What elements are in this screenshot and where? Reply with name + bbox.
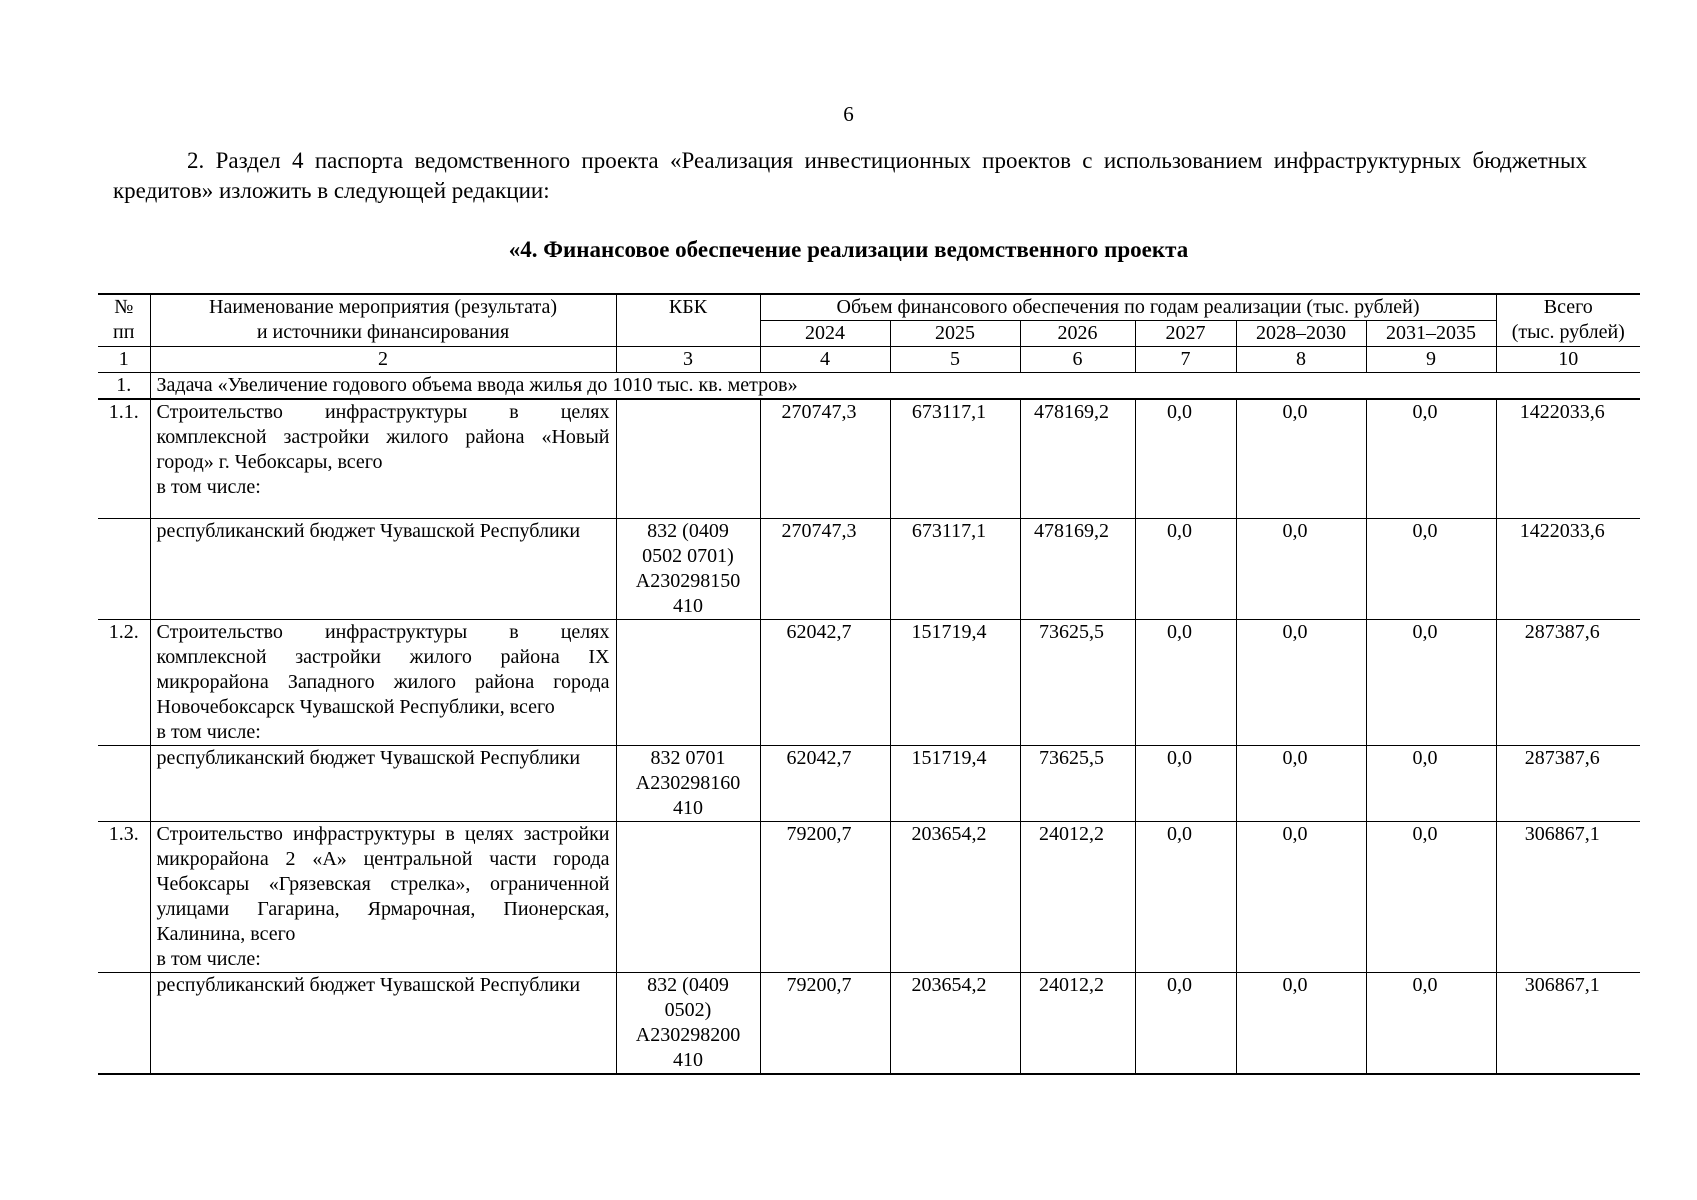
source-row [98, 972, 1640, 1074]
row-value: 0,0 [1366, 745, 1496, 821]
header-year: 2025 [890, 321, 1020, 347]
row-value: 478169,2 [1020, 399, 1135, 518]
row-num [98, 745, 150, 821]
row-value: 62042,7 [760, 619, 890, 745]
row-value: 0,0 [1236, 518, 1366, 619]
header-year: 2024 [760, 321, 890, 347]
kbk-line: 832 (0409 [647, 973, 729, 996]
row-value: 0,0 [1236, 399, 1366, 518]
row-kbk [616, 821, 760, 972]
row-num [98, 972, 150, 1074]
row-total: 1422033,6 [1496, 399, 1640, 518]
column-number: 9 [1366, 347, 1496, 373]
row-kbk [616, 518, 760, 619]
task-num: 1. [98, 373, 150, 400]
row-value: 0,0 [1135, 821, 1236, 972]
row-total: 287387,6 [1496, 745, 1640, 821]
row-value: 0,0 [1236, 821, 1366, 972]
kbk-line: А230298200 [635, 1023, 741, 1046]
column-number: 5 [890, 347, 1020, 373]
row-total: 1422033,6 [1496, 518, 1640, 619]
header-num [98, 294, 150, 347]
source-row [98, 518, 1640, 619]
kbk-line: 0502 0701) [642, 544, 734, 567]
column-number: 6 [1020, 347, 1135, 373]
row-name-cell [150, 619, 616, 745]
row-kbk [616, 399, 760, 518]
measure-row [98, 399, 1640, 518]
row-subtitle: в том числе: [156, 476, 261, 498]
row-name-cell [150, 518, 616, 619]
row-total: 287387,6 [1496, 619, 1640, 745]
row-value: 0,0 [1236, 745, 1366, 821]
row-value: 0,0 [1366, 821, 1496, 972]
row-value: 73625,5 [1020, 619, 1135, 745]
kbk-line: 410 [673, 796, 703, 819]
row-name-cell [150, 745, 616, 821]
header-volume-group: Объем финансового обеспечения по годам реализации (тыс. рублей) [760, 294, 1496, 321]
header-total-line2: (тыс. рублей) [1511, 321, 1625, 343]
row-subtitle: в том числе: [156, 947, 261, 970]
row-name: Строительство инфраструктуры в целях комплексной застройки жилого района IX микрорайона Западного жилого района города Новочебоксарск Чувашской Республики, всего [156, 620, 610, 718]
row-value: 79200,7 [760, 972, 890, 1074]
row-value: 24012,2 [1020, 972, 1135, 1074]
kbk-line: 832 0701 [650, 746, 726, 769]
header-kbk: КБК [616, 294, 760, 347]
row-name: республиканский бюджет Чувашской Республики [156, 519, 581, 542]
row-value: 0,0 [1236, 619, 1366, 745]
section-title: «4. Финансовое обеспечение реализации ведомственного проекта [508, 237, 1189, 262]
row-num [98, 518, 150, 619]
row-value: 0,0 [1135, 745, 1236, 821]
row-value: 270747,3 [760, 518, 890, 619]
column-number: 8 [1236, 347, 1366, 373]
row-value: 73625,5 [1020, 745, 1135, 821]
row-name-cell [150, 821, 616, 972]
kbk-line: 410 [673, 1048, 703, 1071]
row-value: 673117,1 [890, 399, 1020, 518]
row-value: 24012,2 [1020, 821, 1135, 972]
row-name: Строительство инфраструктуры в целях застройки микрорайона 2 «А» центральной части города Чебоксары «Грязевская стрелка», ограниченной улицами Гагарина, Ярмарочная, Пионерская, Калинина, всего [156, 822, 610, 945]
column-number: 1 [98, 347, 150, 373]
header-total-line1: Всего [1543, 296, 1593, 318]
column-number: 10 [1496, 347, 1640, 373]
kbk-line: 410 [673, 594, 703, 617]
intro-paragraph: 2. Раздел 4 паспорта ведомственного проекта «Реализация инвестиционных проектов с использованием инфраструктурных бюджетных кредитов» изложить в следующей редакции: [113, 148, 1587, 203]
header-year: 2026 [1020, 321, 1135, 347]
header-name-line2: и источники финансирования [256, 321, 510, 343]
row-name: Строительство инфраструктуры в целях комплексной застройки жилого района «Новый город» г. Чебоксары, всего [156, 401, 610, 473]
header-name-line1: Наименование мероприятия (результата) [209, 296, 557, 318]
row-value: 478169,2 [1020, 518, 1135, 619]
source-row [98, 745, 1640, 821]
row-value: 270747,3 [760, 399, 890, 518]
row-kbk [616, 972, 760, 1074]
row-value: 203654,2 [890, 972, 1020, 1074]
row-value: 673117,1 [890, 518, 1020, 619]
row-value: 151719,4 [890, 745, 1020, 821]
row-subtitle: в том числе: [156, 720, 261, 743]
row-num: 1.1. [98, 399, 150, 518]
header-year: 2028–2030 [1236, 321, 1366, 347]
header-num-line2: пп [113, 321, 135, 343]
kbk-line: А230298150 [635, 569, 741, 592]
row-name-cell [150, 399, 616, 518]
page-number: 6 [843, 102, 854, 126]
row-value: 0,0 [1135, 619, 1236, 745]
row-value: 0,0 [1236, 972, 1366, 1074]
column-number: 4 [760, 347, 890, 373]
row-name: республиканский бюджет Чувашской Республики [156, 973, 581, 996]
row-value: 79200,7 [760, 821, 890, 972]
row-value: 0,0 [1366, 619, 1496, 745]
column-number: 2 [150, 347, 616, 373]
row-name-cell [150, 972, 616, 1074]
column-number: 3 [616, 347, 760, 373]
kbk-line: А230298160 [635, 771, 741, 794]
row-num: 1.2. [98, 619, 150, 745]
column-number-row [98, 347, 1640, 373]
row-value: 151719,4 [890, 619, 1020, 745]
task-row [98, 373, 1640, 400]
row-total: 306867,1 [1496, 821, 1640, 972]
row-value: 0,0 [1366, 399, 1496, 518]
header-total [1496, 294, 1640, 347]
row-kbk [616, 745, 760, 821]
financing-table [98, 293, 1640, 1075]
task-text: Задача «Увеличение годового объема ввода жилья до 1010 тыс. кв. метров» [150, 373, 1640, 400]
header-year: 2027 [1135, 321, 1236, 347]
column-number: 7 [1135, 347, 1236, 373]
kbk-line: 832 (0409 [647, 519, 729, 542]
kbk-line: 0502) [664, 998, 712, 1021]
row-value: 0,0 [1366, 518, 1496, 619]
header-num-line1: № [114, 296, 134, 318]
row-value: 0,0 [1135, 399, 1236, 518]
row-value: 203654,2 [890, 821, 1020, 972]
measure-row [98, 619, 1640, 745]
row-name: республиканский бюджет Чувашской Республики [156, 746, 581, 769]
row-kbk [616, 619, 760, 745]
row-value: 0,0 [1135, 518, 1236, 619]
row-value: 0,0 [1366, 972, 1496, 1074]
row-value: 0,0 [1135, 972, 1236, 1074]
header-row-1 [98, 294, 1640, 321]
data-rows [98, 399, 1640, 1074]
header-year: 2031–2035 [1366, 321, 1496, 347]
row-total: 306867,1 [1496, 972, 1640, 1074]
header-name [150, 294, 616, 347]
row-value: 62042,7 [760, 745, 890, 821]
row-num: 1.3. [98, 821, 150, 972]
measure-row [98, 821, 1640, 972]
